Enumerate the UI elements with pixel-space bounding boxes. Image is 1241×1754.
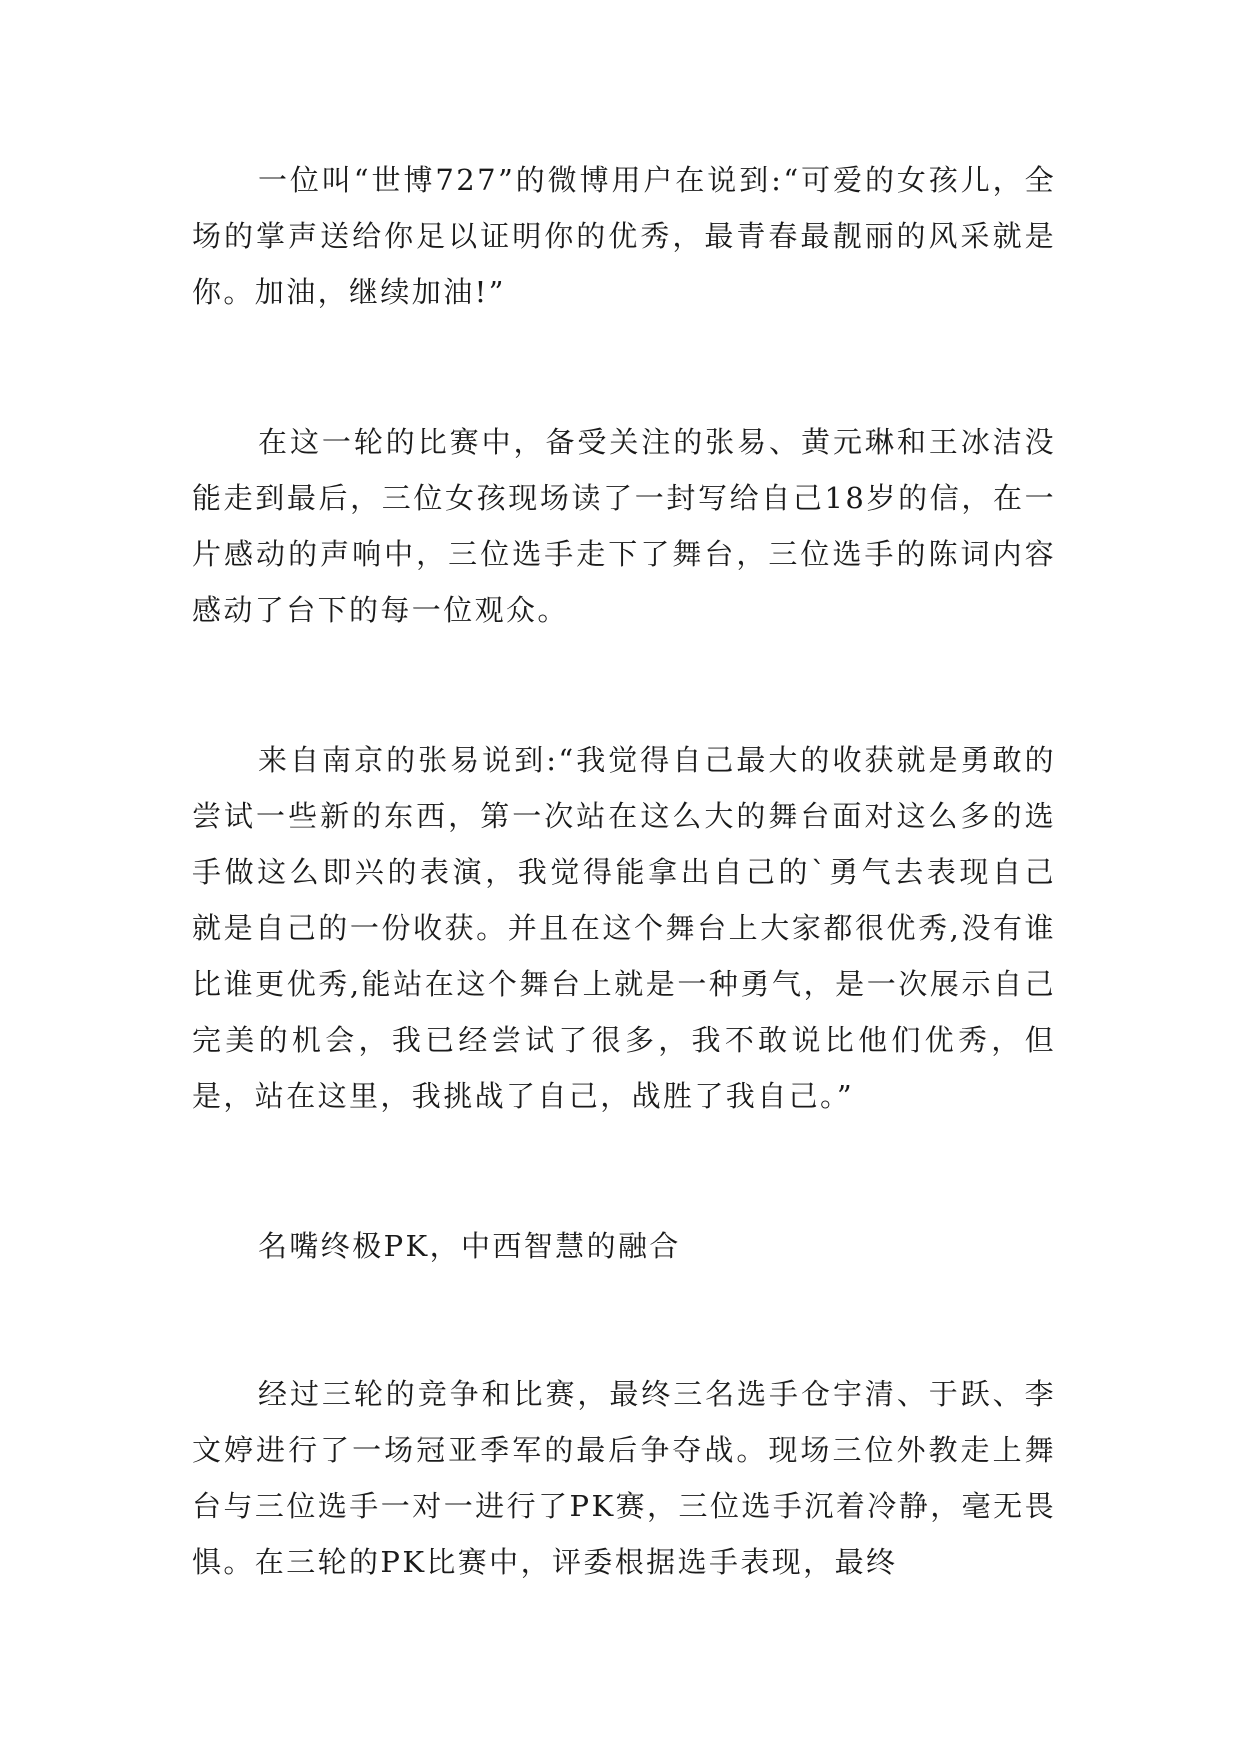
paragraph-round-result: 在这一轮的比赛中，备受关注的张易、黄元琳和王冰洁没能走到最后，三位女孩现场读了一封写给自己18岁的信，在一片感动的声响中，三位选手走下了舞台，三位选手的陈词内容感动了台下的每一位观众。 — [192, 425, 1056, 627]
section-heading: 名嘴终极PK，中西智慧的融合 — [258, 1229, 681, 1263]
paragraph-zhangyi-quote: 来自南京的张易说到:“我觉得自己最大的收获就是勇敢的尝试一些新的东西，第一次站在这么大的舞台面对这么多的选手做这么即兴的表演，我觉得能拿出自己的`勇气去表现自己就是自己的一份收获。并且在这个舞台上大家都很优秀,没有谁比谁更优秀,能站在这个舞台上就是一种勇气，是一次展示自己完美的机会，我已经尝试了很多，我不敢说比他们优秀，但是，站在这里，我挑战了自己，战胜了我自己。” — [192, 743, 1056, 1113]
paragraph-weibo-quote: 一位叫“世博727”的微博用户在说到:“可爱的女孩儿，全场的掌声送给你足以证明你的优秀，最青春最靓丽的风采就是你。加油，继续加油!” — [192, 163, 1056, 309]
document-body — [192, 152, 1056, 1684]
paragraph-final-pk: 经过三轮的竞争和比赛，最终三名选手仓宇清、于跃、李文婷进行了一场冠亚季军的最后争夺战。现场三位外教走上舞台与三位选手一对一进行了PK赛，三位选手沉着冷静，毫无畏惧。在三轮的PK比赛中，评委根据选手表现，最终 — [192, 1377, 1056, 1579]
